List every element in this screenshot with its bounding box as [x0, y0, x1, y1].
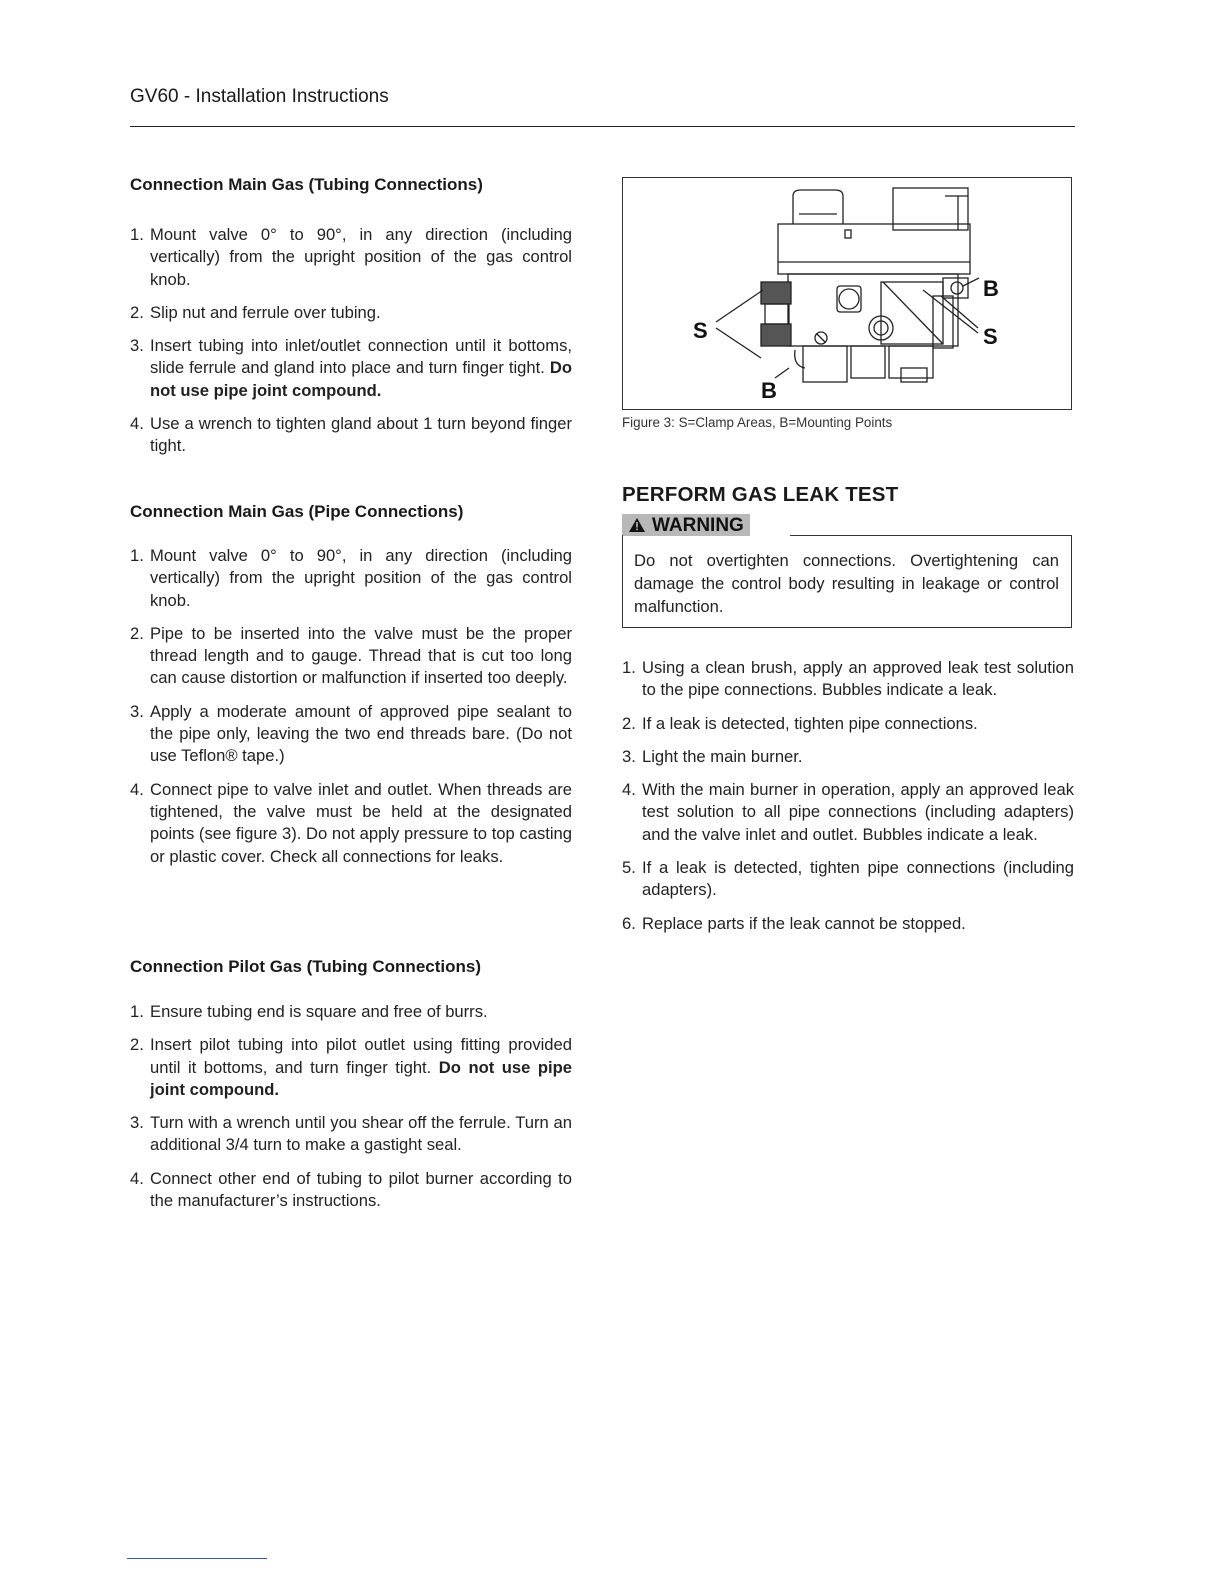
step-number: 6.: [622, 913, 636, 933]
list-item: [622, 713, 1074, 735]
section-title-pipe: Connection Main Gas (Pipe Connections): [130, 502, 464, 521]
step-number: 2.: [130, 302, 144, 322]
steps-pilot: [130, 1001, 572, 1223]
step-number: 3.: [130, 701, 144, 721]
list-item: [130, 779, 572, 868]
step-number: 3.: [130, 336, 144, 356]
list-item: [130, 335, 572, 402]
steps-tubing: [130, 224, 572, 469]
step-text: Replace parts if the leak cannot be stopped.: [642, 913, 966, 933]
step-text: If a leak is detected, tighten pipe connections (including adapters).: [642, 858, 1074, 900]
step-text: If a leak is detected, tighten pipe connections.: [642, 713, 978, 733]
list-item: [130, 1168, 572, 1213]
step-number: 2.: [130, 1035, 144, 1055]
step-text: Insert pilot tubing into pilot outlet using fitting provided until it bottoms, and turn finger tight.: [150, 1035, 572, 1077]
section-title-pilot: Connection Pilot Gas (Tubing Connections): [130, 957, 481, 976]
step-text: Using a clean brush, apply an approved leak test solution to the pipe connections. Bubbles indicate a leak.: [642, 658, 1074, 700]
steps-pipe: [130, 545, 572, 879]
step-text: Turn with a wrench until you shear off the ferrule. Turn an additional 3/4 turn to make a gastight seal.: [150, 1113, 572, 1155]
step-number: 4.: [130, 414, 144, 434]
step-emphasis: Do not use pipe joint compound.: [150, 1057, 572, 1099]
label-b-bottom: B: [761, 378, 777, 403]
step-number: 2.: [130, 623, 144, 643]
list-item: [130, 1034, 572, 1101]
warning-triangle-icon: [628, 517, 646, 533]
step-text: Mount valve 0° to 90°, in any direction (including vertically) from the upright position of the gas control knob.: [150, 546, 572, 610]
step-number: 2.: [622, 713, 636, 733]
list-item: [130, 623, 572, 690]
list-item: [622, 913, 1074, 935]
figure-caption: Figure 3: S=Clamp Areas, B=Mounting Points: [622, 415, 893, 430]
warning-text: Do not overtighten connections. Overtightening can damage the control body resulting in leakage or control malfunction.: [634, 551, 1059, 616]
step-text: Insert tubing into inlet/outlet connection until it bottoms, slide ferrule and gland into place and turn finger tight.: [150, 336, 572, 378]
step-text: Connect pipe to valve inlet and outlet. When threads are tightened, the valve must be held at the designated points (see figure 3). Do not apply pressure to top casting or plastic cover. Check all connections for leaks.: [150, 779, 572, 866]
list-item: [130, 545, 572, 612]
warning-tab: [622, 514, 750, 536]
step-text: Pipe to be inserted into the valve must be the proper thread length and to gauge. Thread that is cut too long can cause distortion or malfunction if inserted too deeply.: [150, 623, 572, 688]
step-text: With the main burner in operation, apply an approved leak test solution to all pipe connections (including adapters) and the valve inlet and outlet. Bubbles indicate a leak.: [642, 780, 1074, 844]
list-item: [130, 224, 572, 291]
step-text: Connect other end of tubing to pilot burner according to the manufacturer’s instructions.: [150, 1168, 572, 1211]
warning-label: WARNING: [652, 514, 744, 536]
step-number: 4.: [130, 1168, 144, 1188]
label-b-top: B: [983, 276, 999, 301]
label-s-right: S: [983, 324, 998, 349]
list-item: [130, 701, 572, 768]
warning-box: [622, 535, 1072, 628]
list-item: [130, 413, 572, 458]
step-number: 1.: [622, 658, 636, 677]
section-title-tubing: Connection Main Gas (Tubing Connections): [130, 175, 483, 194]
label-s-left: S: [693, 318, 708, 343]
step-text: Slip nut and ferrule over tubing.: [150, 302, 381, 322]
step-number: 3.: [130, 1113, 144, 1133]
step-number: 4.: [622, 780, 636, 800]
list-item: [622, 657, 1074, 702]
step-number: 1.: [130, 225, 144, 244]
list-item: [130, 1112, 572, 1157]
step-number: 1.: [130, 546, 144, 565]
step-text: Light the main burner.: [642, 746, 803, 766]
step-number: 1.: [130, 1002, 144, 1021]
list-item: [622, 746, 1074, 768]
step-text: Apply a moderate amount of approved pipe sealant to the pipe only, leaving the two end threads bare. (Do not use Teflon® tape.): [150, 701, 572, 766]
page-header-title: GV60 - Installation Instructions: [130, 86, 389, 107]
list-item: [130, 1001, 572, 1023]
step-emphasis: Do not use pipe joint compound.: [150, 358, 572, 400]
step-text: Mount valve 0° to 90°, in any direction (including vertically) from the upright position of the gas control knob.: [150, 225, 572, 289]
list-item: [622, 779, 1074, 846]
steps-leak-test: [622, 657, 1074, 946]
list-item: [622, 857, 1074, 902]
step-number: 5.: [622, 858, 636, 878]
figure-gas-valve: [622, 177, 1072, 410]
step-text: Use a wrench to tighten gland about 1 turn beyond finger tight.: [150, 414, 572, 456]
step-text: Ensure tubing end is square and free of burrs.: [150, 1002, 488, 1021]
step-number: 4.: [130, 779, 144, 799]
footer-link-underline: [127, 1558, 267, 1559]
step-number: 3.: [622, 746, 636, 766]
list-item: [130, 302, 572, 324]
section-title-leak-test: PERFORM GAS LEAK TEST: [622, 483, 899, 506]
gas-valve-diagram: [623, 178, 1071, 409]
header-rule: [130, 126, 1075, 127]
